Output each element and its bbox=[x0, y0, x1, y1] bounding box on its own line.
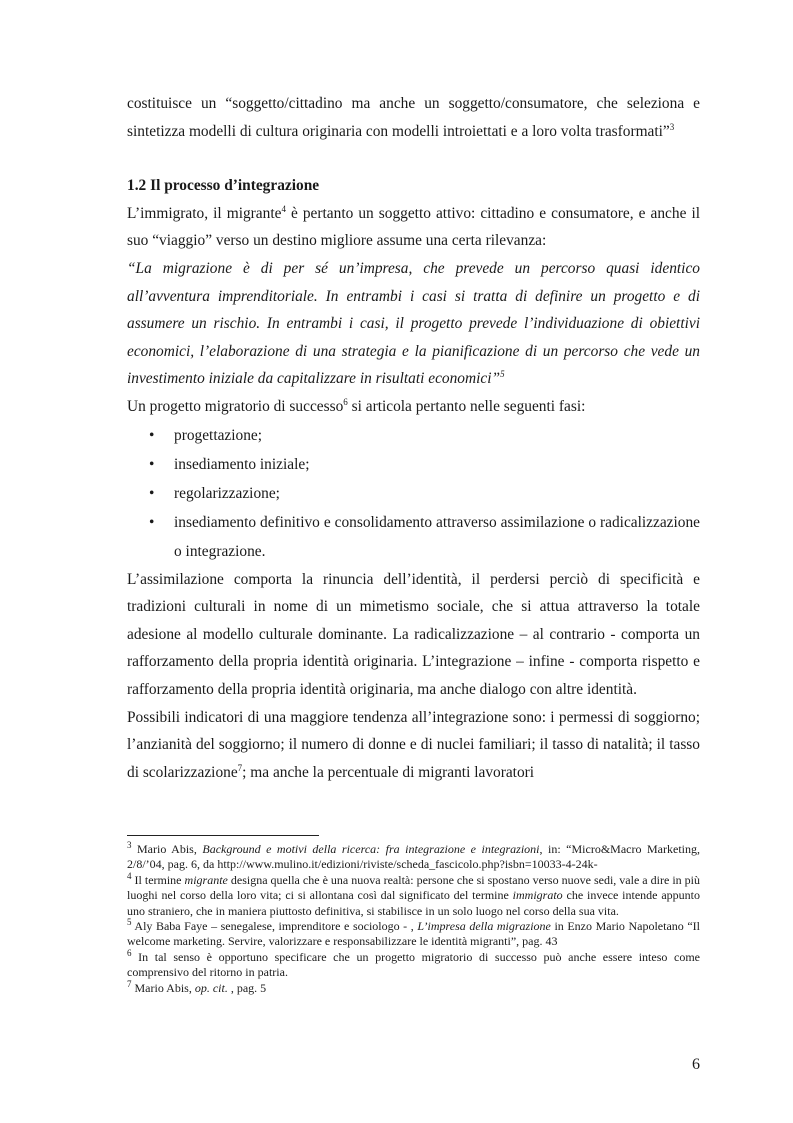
page-body bbox=[127, 90, 700, 786]
list-item: • insediamento iniziale; bbox=[127, 450, 700, 479]
footnote-separator bbox=[127, 835, 319, 836]
footnote-ref-4: 4 bbox=[281, 203, 286, 214]
footnote-ref-7: 7 bbox=[237, 762, 243, 773]
intro-paragraph: costituisce un “soggetto/cittadino ma anche un soggetto/consumatore, che seleziona e sintetizza modelli di cultura originaria con modelli introiettati e a loro volta trasformati”$^3$ bbox=[127, 95, 700, 140]
footnote-3: $^3$ Mario Abis, Background e motivi della ricerca: fra integrazione e integrazioni, in: “Micro&Macro Marketing, 2/8/’04, pag. 6, da http://www.mulino.it/edizioni/riviste/scheda_fascicolo.php?isbn=10033-4-24k- bbox=[127, 840, 700, 872]
list-item: • insediamento definitivo e consolidamento attraverso assimilazione o radicalizzazione o integrazione. bbox=[127, 508, 700, 566]
footnotes bbox=[127, 842, 700, 996]
project-paragraph: Un progetto migratorio di successo$^6$ si articola pertanto nelle seguenti fasi: bbox=[127, 396, 586, 415]
list-item: • progettazione; bbox=[127, 421, 700, 450]
footnote-ref-3: 3 bbox=[669, 121, 675, 132]
footnote-ref-5: 5 bbox=[500, 369, 505, 380]
list-item: • regolarizzazione; bbox=[127, 479, 700, 508]
section-heading: 1.2 Il processo d’integrazione bbox=[127, 177, 320, 195]
bullet-icon: • bbox=[149, 455, 155, 473]
bullet-icon: • bbox=[149, 426, 155, 444]
migrant-paragraph: L’immigrato, il migrante$^4$ è pertanto un soggetto attivo: cittadino e consumatore, e anche il suo “viaggio” verso un destino migliore assume una certa rilevanza: bbox=[127, 203, 701, 250]
indicators-paragraph: Possibili indicatori di una maggiore tendenza all’integrazione sono: i permessi di soggiorno; l’anzianità del soggiorno; il numero di donne e di nuclei familiari; il tasso di natalità; il tasso di scolarizzazione$^7$; ma anche la percentuale di migranti lavoratori bbox=[127, 708, 700, 781]
page-number: 6 bbox=[692, 1056, 700, 1073]
bullet-icon: • bbox=[149, 513, 155, 531]
bullet-icon: • bbox=[149, 484, 155, 502]
quote-paragraph: “La migrazione è di per sé un’impresa, che prevede un percorso quasi identico all’avventura imprenditoriale. In entrambi i casi si tratta di definire un progetto e di assumere un rischio. In entrambi i casi, il progetto prevede l’individuazione di obiettivi economici, l’elaborazione di una strategia e la pianificazione di un percorso che vede un investimento iniziale da capitalizzare in risultati economici”$^5$ bbox=[127, 259, 700, 388]
footnote-7: $^7$ Mario Abis, op. cit. , pag. 5 bbox=[127, 978, 267, 995]
footnote-ref-6: 6 bbox=[343, 396, 348, 407]
phases-list bbox=[127, 421, 700, 566]
footnote-4: $^4$ Il termine migrante designa quella che è una nuova realtà: persone che si spostano verso nuove sedi, vale a dire in più luoghi nel corso della loro vita; ci si allontana così dal significato del termine immigrato che invece intende appunto uno straniero, che in maniera piuttosto definitiva, si stabilisce in un solo luogo nel corso della sua vita. bbox=[127, 870, 701, 918]
assimilation-paragraph: L’assimilazione comporta la rinuncia dell’identità, il perdersi perciò di specificità e tradizioni culturali in nome di un mimetismo sociale, che si attua attraverso la totale adesione al modello culturale dominante. La radicalizzazione – al contrario - comporta un rafforzamento della propria identità originaria. L’integrazione – infine - comporta rispetto e rafforzamento della propria identità originaria, ma anche dialogo con altre identità. bbox=[127, 570, 700, 698]
footnote-5: $^5$ Aly Baba Faye – senegalese, imprenditore e sociologo - , L’impresa della migrazione in Enzo Mario Napoletano “Il welcome marketing. Servire, valorizzare e responsabilizzare le identità migranti”, pag. 43 bbox=[127, 917, 700, 949]
footnote-6: $^6$ In tal senso è opportuno specificare che un progetto migratorio di successo può anche essere inteso come comprensivo del ritorno in patria. bbox=[127, 947, 700, 980]
